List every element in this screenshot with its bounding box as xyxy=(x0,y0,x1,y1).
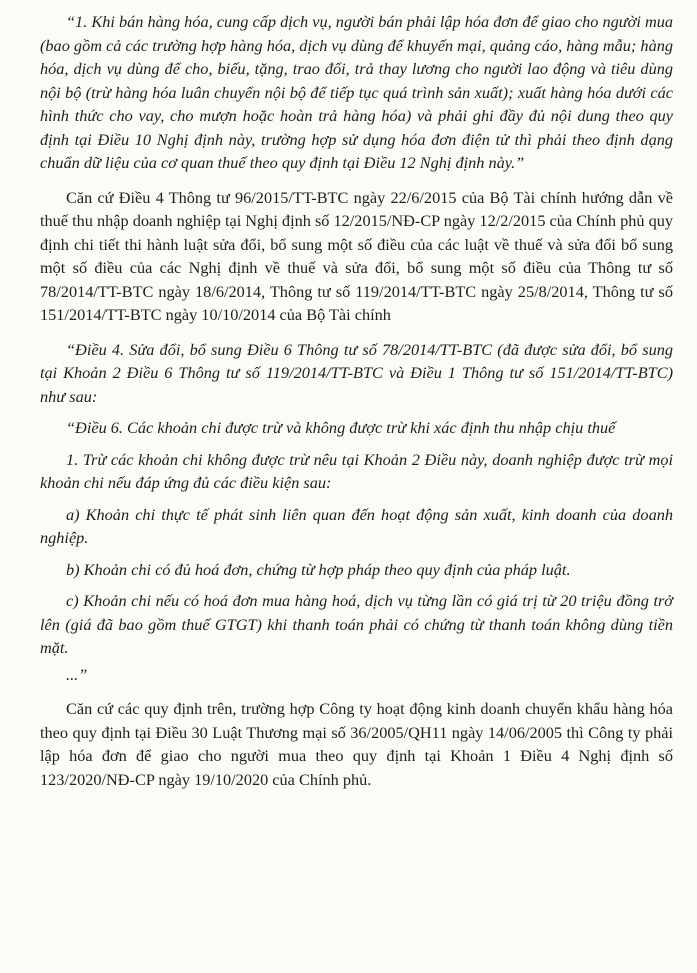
condition-c: c) Khoản chi nếu có hoá đơn mua hàng hoá, dịch vụ từng lần có giá trị từ 20 triệu đồng trở lên (giá đã bao gồm thuế GTGT) khi thanh toán phải có chứng từ thanh toán không dùng tiền mặt. xyxy=(40,591,673,657)
quoted-clause-1: “1. Khi bán hàng hóa, cung cấp dịch vụ, người bán phải lập hóa đơn để giao cho người mua (bao gồm cả các trường hợp hàng hóa, dịch vụ dùng để khuyến mại, quảng cáo, hàng mẫu; hàng hóa, dịch vụ dùng để cho, biếu, tặng, trao đổi, trả thay lương cho người lao động và tiêu dùng nội bộ (trừ hàng hóa luân chuyển nội bộ để tiếp tục quá trình sản xuất); xuất hàng hóa dưới các hình thức cho vay, cho mượn hoặc hoàn trả hàng hóa) và phải ghi đầy đủ nội dung theo quy định tại Điều 10 Nghị định này, trường hợp sử dụng hóa đơn điện tử thì phải theo định dạng chuẩn dữ liệu của cơ quan thuế theo quy định tại Điều 12 Nghị định này.” xyxy=(40,12,673,172)
article-4-amendment: “Điều 4. Sửa đổi, bổ sung Điều 6 Thông tư số 78/2014/TT-BTC (đã được sửa đổi, bổ sung tại Khoản 2 Điều 6 Thông tư số 119/2014/TT-BTC và Điều 1 Thông tư số 151/2014/TT-BTC) như sau: xyxy=(40,339,673,406)
condition-b: b) Khoản chi có đủ hoá đơn, chứng từ hợp pháp theo quy định của pháp luật. xyxy=(66,559,571,579)
conclusion-paragraph: Căn cứ các quy định trên, trường hợp Công ty hoạt động kinh doanh chuyển khẩu hàng hóa theo quy định tại Điều 30 Luật Thương mại số 36/2005/QH11 ngày 14/06/2005 thì Công ty phải lập hóa đơn để giao cho người mua theo quy định tại Khoản 1 Điều 4 Nghị định số 123/2020/NĐ-CP ngày 19/10/2020 của Chính phủ. xyxy=(40,699,673,789)
article-6-heading: “Điều 6. Các khoản chi được trừ và không được trừ khi xác định thu nhập chịu thuế xyxy=(66,418,616,437)
article-6-clause-1: 1. Trừ các khoản chi không được trừ nêu tại Khoản 2 Điều này, doanh nghiệp được trừ mọi khoản chi nếu đáp ứng đủ các điều kiện sau: xyxy=(40,449,673,492)
quote-ellipsis: ...” xyxy=(66,664,88,684)
condition-a: a) Khoản chi thực tế phát sinh liên quan đến hoạt động sản xuất, kinh doanh của doanh nghiệp. xyxy=(40,504,673,547)
legal-basis-circular-96: Căn cứ Điều 4 Thông tư 96/2015/TT-BTC ngày 22/6/2015 của Bộ Tài chính hướng dẫn về thuế thu nhập doanh nghiệp tại Nghị định số 12/2015/NĐ-CP ngày 12/2/2015 của Chính phủ quy định chi tiết thi hành luật sửa đổi, bổ sung một số điều của các luật về thuế và sửa đổi bổ sung một số điều của các Nghị định về thuế và sửa đổi, bổ sung một số điều của Thông tư số 78/2014/TT-BTC ngày 18/6/2014, Thông tư số 119/2014/TT-BTC ngày 25/8/2014, Thông tư số 151/2014/TT-BTC ngày 10/10/2014 của Bộ Tài chính xyxy=(40,187,673,324)
